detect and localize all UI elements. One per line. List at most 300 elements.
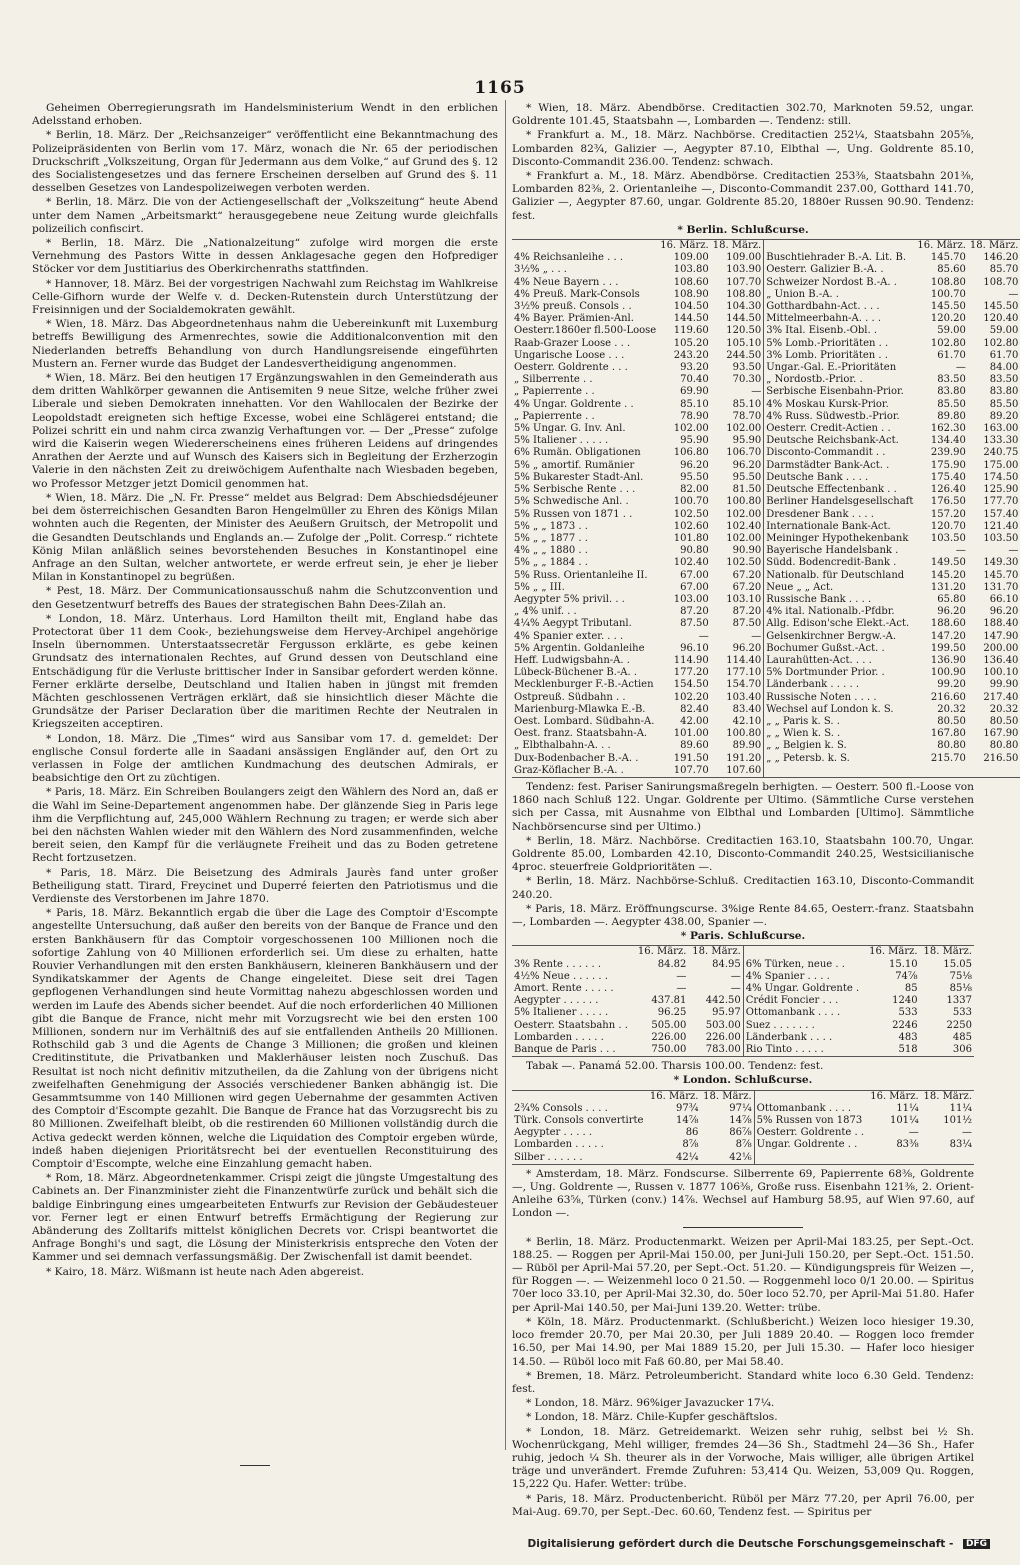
quote-value: 95.90 <box>680 435 709 447</box>
quote-value: 85⅛ <box>949 983 972 995</box>
quote-row <box>512 582 1020 594</box>
quote-value: 188.60 <box>930 618 966 630</box>
quote-value: — <box>908 1127 919 1139</box>
quote-value: — <box>751 630 762 642</box>
security-name: Darmstädter Bank-Act. . <box>764 460 916 472</box>
quote-value: 85.50 <box>989 398 1019 410</box>
date-header-row <box>512 240 1020 253</box>
quote-value: 167.90 <box>983 728 1019 740</box>
quote-value: 20.32 <box>989 703 1019 715</box>
market-report: * Frankfurt a. M., 18. März. Nachbörse. Creditactien 252¼, Staatsbahn 205⅝, Lombarden 82¾, Galizier —, Aegypter 87.10, Elbthal —, Ung. Goldrente 85.10, Disconto-Commandit 236.00. Tendenz: schwach. <box>512 129 974 168</box>
security-name: 5% Lomb.-Prioritäten . . <box>764 338 916 350</box>
quote-value: 84.82 <box>657 958 687 970</box>
column-divider <box>505 100 506 1450</box>
security-name: 5% Serbische Rente . . . <box>514 484 636 496</box>
quote-row <box>512 655 1020 667</box>
quote-row <box>512 1020 974 1032</box>
quote-value: 146.20 <box>983 252 1019 264</box>
quote-value: 102.40 <box>726 520 762 532</box>
quote-value: 102.50 <box>673 508 709 520</box>
quote-value: 188.40 <box>983 618 1019 630</box>
security-name: Oesterr. Staatsbahn . . <box>514 1019 628 1031</box>
security-name: Crédit Foncier . . . <box>743 995 865 1007</box>
quote-value: 83.80 <box>937 386 966 398</box>
security-name: „ „ Wien k. S. . <box>764 728 916 740</box>
quote-value: 216.60 <box>930 691 966 703</box>
quote-value: 215.70 <box>930 752 966 764</box>
quote-value: 95.50 <box>680 471 709 483</box>
quote-value: 102.40 <box>673 557 709 569</box>
quote-value: 8⅞ <box>735 1139 752 1151</box>
quote-value: 100.90 <box>930 667 966 679</box>
security-name: 5% Italiener . . . . . <box>514 1007 609 1019</box>
quote-value: 96.20 <box>732 459 762 471</box>
berlin-close-heading: * Berlin. Schlußcurse. <box>677 223 809 236</box>
quote-value: 96.20 <box>989 606 1019 618</box>
quote-value: 15.05 <box>943 958 972 970</box>
quote-value: 120.40 <box>983 313 1019 325</box>
news-item: * London, 18. März. Die „Times“ wird aus Sansibar vom 17. d. gemeldet: Der englische Consul forderte alle in Saadani ansässigen Engländer auf, den Ort zu verlassen in Folge der amtlichen Kundmachung des deutschen Admirals, er beabsichtige den Ort zu züchtigen. <box>32 732 498 785</box>
news-item: * Wien, 18. März. Bei den heutigen 17 Ergänzungswahlen in den Gemeinderath aus dem dritten Wahlkörper gewannen die Antisemiten 9 neue Sitze, welche früher zwei Liberale und sieben Demokraten innehatten. Vor den Wahllocalen der Bezirke der Leopoldstadt ereigneten sich heftige Excesse, wobei eine Schlägerei entstand; die Polizei schritt ein und nahm circa zwanzig Verhaftungen vor. — Der „Presse“ zufolge wird die Kaiserin wegen Wiedererscheinens eines früheren Leidens auf dringendes Anrathen der Aerzte und auf Wunsch des Kaisers sich in Begleitung der Erzherzogin Valerie in den nächsten Zeit zu dreiwöchigem Aufenthalte nach Wiesbaden begeben, wo Professor Metzger jetzt Domicil genommen hat. <box>32 372 498 490</box>
quote-value: 483 <box>898 1031 918 1043</box>
quote-value: 101.00 <box>673 728 709 740</box>
quote-value: 103.40 <box>726 691 762 703</box>
quote-value: 154.50 <box>673 679 709 691</box>
quote-value: 96.20 <box>937 606 966 618</box>
quote-value: 11¼ <box>896 1102 919 1114</box>
date-label: 16. März. <box>869 946 918 958</box>
quote-value: 89.60 <box>680 740 709 752</box>
quote-value: 96.20 <box>680 459 709 471</box>
security-name: Deutsche Reichsbank-Act. <box>764 435 916 447</box>
paris-close-heading: * Paris. Schlußcurse. <box>680 930 806 943</box>
quote-value: 131.20 <box>930 581 966 593</box>
security-name: Ungar.-Gal. E.-Prioritäten <box>764 362 916 374</box>
quote-value: 108.70 <box>983 276 1019 288</box>
quote-value: 78.90 <box>680 410 709 422</box>
security-name: „ 4% unif. . . <box>514 606 577 618</box>
quote-value: 84.95 <box>712 958 741 970</box>
quote-row <box>512 423 1020 435</box>
quote-value: 107.70 <box>726 276 762 288</box>
quote-value: 108.80 <box>726 288 762 300</box>
quote-value: — <box>962 1127 972 1139</box>
security-name: Oest. Lombard. Südbahn-A. <box>514 715 655 727</box>
security-name: Dux-Bodenbacher B.-A. . <box>514 752 639 764</box>
quote-value: 133.30 <box>983 435 1019 447</box>
end-rule <box>240 1465 270 1466</box>
quote-row <box>512 460 1020 472</box>
quote-value: 99.90 <box>989 679 1019 691</box>
quote-value: 121.40 <box>983 520 1019 532</box>
quote-row <box>512 545 1020 557</box>
quote-value: 83.50 <box>937 374 966 386</box>
date-label: 18. März. <box>969 240 1019 252</box>
quote-value: 11¼ <box>949 1102 972 1114</box>
quote-row <box>512 350 1020 362</box>
quote-row <box>512 472 1020 484</box>
produce-report: * Köln, 18. März. Productenmarkt. (Schlußbericht.) Weizen loco hiesiger 19.30, loco fremder 20.70, per Mai 20.30, per Juli 1889 20.40. — Roggen loco fremder 16.50, per Mai 14.90, per Mai 1889 15.20, per Juli 15.30. — Hafer loco hiesiger 14.50. — Rüböl loco mit Faß 60.80, per Mai 58.40. <box>512 1315 974 1368</box>
security-name: Gotthardbahn-Act. . . . <box>764 301 916 313</box>
quote-row <box>512 338 1020 350</box>
paris-close-note: Tabak —. Panamá 52.00. Tharsis 100.00. Tendenz: fest. <box>526 1060 824 1073</box>
quote-value: 106.70 <box>726 447 762 459</box>
quote-value: 83.40 <box>732 703 762 715</box>
quote-value: 86 <box>685 1127 699 1139</box>
quote-value: 104.50 <box>673 301 709 313</box>
quote-value: — <box>955 545 966 557</box>
quote-value: 108.90 <box>673 288 709 300</box>
quote-row <box>512 765 1020 778</box>
quote-row <box>512 594 1020 606</box>
produce-report: * London, 18. März. Chile-Kupfer geschäftslos. <box>526 1411 778 1424</box>
quote-value: 8⅞ <box>682 1139 699 1151</box>
security-name: 5% „ amortif. Rumänier <box>514 459 635 471</box>
quote-value: 200.00 <box>983 642 1019 654</box>
quote-value: 783.00 <box>705 1044 741 1056</box>
blank-cell <box>764 765 916 778</box>
blank-cell <box>968 765 1020 778</box>
security-name: 5% „ „ III. <box>514 581 565 593</box>
quote-row <box>512 740 1020 752</box>
quote-row <box>512 1032 974 1044</box>
security-name: 5% Dortmunder Prior. . <box>764 667 916 679</box>
quote-value: 102.00 <box>726 423 762 435</box>
quote-value: 61.70 <box>989 349 1019 361</box>
news-item: * Paris, 18. März. Bekanntlich ergab die über die Lage des Comptoir d'Escompte angestellte Untersuchung, daß außer den bereits von der Banque de France und den ersten Bankhäusern für das Comptoir vorgeschossenen 100 Millionen noch die sofortige Zahlung von 40 Millionen erforderlich sei. Um diese zu erhalten, hatte Rouvier Verhandlungen mit den ersten Bankhäusern, kleineren Bankhäusern und der Syndikatskammer der Agents de Change eingeleitet. Diese seit drei Tagen gepflogenen Verhandlungen sind heute Vormittag nahezu abgeschlossen worden und werden im Laufe des Abends sicher beendet. Auf die noch erforderlichen 40 Millionen gibt die Banque de France, nicht mehr mit Vorzugsrecht wie bei den ersten 100 Millionen, sondern nur im Verhältniß des auf sie entfallenden Antheils 20 Millionen. Rothschild gab 3 und die Agents de Change 3 Millionen; die großen und kleinen Creditinstitute, die Privatbanken und Maklerhäuser leisten noch Zuschuß. Das Resultat ist noch nicht definitiv mitzutheilen, da die Zahlung von der übrigens nicht zweifelhaften Genehmigung der Associés verschiedener Banken abhängig ist. Die Gesammtsumme von 140 Millionen wird gegen Uebernahme der gesammten Activen des Comptoir d'Escompte gezahlt. Die Banque de France hat das Vorzugsrecht bis zu 80 Millionen. Zweifelhaft bleibt, ob die restirenden 60 Millionen vollständig durch die Activa gedeckt werden können, welche die Liquidation des Comptoir ergeben würde, indeß haben diejenigen Prioritätsrecht bei der eventuellen Reconstituirung des Comptoir d'Escompte, welche eine Einzahlung gemacht haben. <box>32 907 498 1171</box>
security-name: 4% Spanier exter. . . . <box>514 630 624 642</box>
quote-value: 100.10 <box>983 667 1019 679</box>
market-report: * Wien, 18. März. Abendbörse. Creditactien 302.70, Marknoten 59.52, ungar. Goldrente 101.45, Staatsbahn —, Lombarden —. Tendenz: still. <box>512 102 974 128</box>
quote-value: 14⅞ <box>676 1115 699 1127</box>
quote-value: 87.50 <box>680 618 709 630</box>
quote-row <box>512 753 1020 765</box>
quote-row <box>512 983 974 995</box>
security-name: „ „ Belgien k. S. <box>764 740 916 752</box>
quote-row <box>512 521 1020 533</box>
security-name: Bochumer Gußst.-Act. . <box>764 643 916 655</box>
security-name: Dresdener Bank . . . . <box>764 509 916 521</box>
quote-value: 70.40 <box>680 374 709 386</box>
security-name: Allg. Edison'sche Elekt.-Act. <box>764 618 916 630</box>
security-name: Oesterr.1860er fl.500-Loose <box>514 325 657 337</box>
security-name: Länderbank . . . . <box>743 1032 865 1044</box>
quote-value: 175.90 <box>930 459 966 471</box>
quote-value: 96.25 <box>657 1007 687 1019</box>
quote-value: 533 <box>952 1007 972 1019</box>
quote-row <box>512 325 1020 337</box>
quote-value: 145.50 <box>930 301 966 313</box>
date-label: 16. März. <box>649 1090 699 1102</box>
quote-value: 103.10 <box>726 593 762 605</box>
blank-cell <box>754 1090 867 1103</box>
quote-row <box>512 570 1020 582</box>
quote-value: 216.50 <box>983 752 1019 764</box>
quote-value: 103.90 <box>726 264 762 276</box>
quote-value: 162.30 <box>930 423 966 435</box>
security-name: 4% Ungar. Goldrente . . <box>514 398 634 410</box>
right-column <box>512 102 1019 1518</box>
quote-value: 2246 <box>892 1019 918 1031</box>
quote-value: 226.00 <box>651 1031 687 1043</box>
blank-cell <box>754 1152 867 1165</box>
quote-value: 89.90 <box>732 740 762 752</box>
quote-value: 518 <box>898 1044 918 1056</box>
security-name: Silber . . . . . . <box>514 1151 583 1163</box>
quote-value: 75⅛ <box>949 970 972 982</box>
quote-value: 217.40 <box>983 691 1019 703</box>
quote-value: — <box>751 386 762 398</box>
quote-row <box>512 1044 974 1057</box>
quote-value: 109.00 <box>726 252 762 264</box>
quote-row <box>512 264 1020 276</box>
security-name: 5% „ „ 1873 . . <box>514 520 588 532</box>
quote-value: 131.70 <box>983 581 1019 593</box>
security-name: Mittelmeerbahn-A. . . . <box>764 313 916 325</box>
quote-value: 67.20 <box>732 581 762 593</box>
security-name: „ Union B.-A. . <box>764 289 916 301</box>
quote-value: 145.50 <box>983 301 1019 313</box>
quote-value: 99.20 <box>937 679 966 691</box>
security-name: „ Papierrente . . <box>514 386 595 398</box>
security-name: 2¾% Consols . . . . <box>514 1102 608 1114</box>
security-name: Russische Bank . . . . <box>764 594 916 606</box>
security-name: Deutsche Effectenbank . . <box>764 484 916 496</box>
quote-value: — <box>955 362 966 374</box>
quote-value: — <box>730 983 741 995</box>
quote-value: 244.50 <box>726 349 762 361</box>
security-name: Ottomanbank . . . . <box>743 1007 865 1019</box>
security-name: Serbische Eisenbahn-Prior. <box>764 386 916 398</box>
security-name: „ „ Petersb. k. S. <box>764 753 916 765</box>
quote-value: 85.50 <box>937 398 966 410</box>
news-item: * London, 18. März. Unterhaus. Lord Hamilton theilt mit, England habe das Protectorat über 11 dem Cook-, beziehungsweise dem Hervey-Archipel angehörige Inseln übernommen. Unterstaatssecretär Fergusson erklärte, es gebe keinen Grundsatz des internationalen Rechtes, auf Grund dessen von Deutschland eine Entschädigung für die Verluste brittischer Inder in Sansibar gefordert werden könne. Ferner erklärte derselbe, Deutschland und Italien haben in jüngst mit fremden Mächten geschlossenen Verträgen erklärt, daß sie hinsichtlich dieser Mächte die Grundsätze der Pariser Declaration über die maritimen Rechte der Neutralen in Kriegszeiten acceptiren. <box>32 612 498 731</box>
market-report: * Berlin, 18. März. Nachbörse-Schluß. Creditactien 163.10, Disconto-Commandit 240.20. <box>512 875 974 901</box>
security-name: 5% Ungar. G. Inv. Anl. <box>514 423 626 435</box>
quote-value: 80.80 <box>937 740 966 752</box>
security-name: Oesterr. Credit-Actien . . <box>764 423 916 435</box>
security-name: Bayerische Handelsbank . <box>764 545 916 557</box>
quote-value: 157.40 <box>983 508 1019 520</box>
quote-value: 533 <box>898 1007 918 1019</box>
quote-value: 80.80 <box>989 740 1019 752</box>
security-name: 5% Russen von 1871 . . <box>514 508 633 520</box>
quote-value: 144.50 <box>726 313 762 325</box>
security-name: 4½% Neue . . . . . . <box>514 970 608 982</box>
quote-row <box>512 289 1020 301</box>
quote-value: 87.50 <box>732 618 762 630</box>
quote-row <box>512 1115 974 1127</box>
blank-cell <box>868 1152 921 1165</box>
quote-value: 14⅞ <box>729 1115 752 1127</box>
security-name: „ Papierrente . . <box>514 410 595 422</box>
security-name: Raab-Grazer Loose . . . <box>514 337 631 349</box>
security-name: Marienburg-Mlawka E.-B. <box>514 703 646 715</box>
quote-row <box>512 386 1020 398</box>
quote-row <box>512 692 1020 704</box>
date-label: 18. März. <box>923 946 972 958</box>
security-name: 4% Bayer. Prämien-Anl. <box>514 313 634 325</box>
security-name: Gelsenkirchner Bergw.-A. <box>764 631 916 643</box>
security-name: Graz-Köflacher B.-A. . <box>514 764 624 776</box>
security-name: „ Nordostb.-Prior. . <box>764 374 916 386</box>
news-item: * Wien, 18. März. Die „N. Fr. Presse“ meldet aus Belgrad: Dem Abschiedsdéjeuner bei dem österreichischen Gesandten Baron Hengelmüller zu Ehren des Königs Milan wohnten auch die Regenten, der Minister des Aeußern Gruitsch, der Metropolit und die Gesandten Deutschlands und Englands an.— Zufolge der „Polit. Corresp.“ richtete König Milan anläßlich seines bevorstehenden Besuches in Konstantinopel eine Anfrage an den Sultan, welcher antwortete, er werde erfreut sein, je eher je lieber Milan in Konstantinopel zu begrüßen. <box>32 491 498 584</box>
quote-value: 120.70 <box>930 520 966 532</box>
produce-report: * London, 18. März. Getreidemarkt. Weizen sehr ruhig, selbst bei ½ Sh. Wochenrückgang, Mehl williger, fremdes 24—36 Sh., Stadtmehl 24—36 Sh., Hafer ruhig, jedoch ¼ Sh. theurer als in der Vorwoche, Mais williger, alle übrigen Artikel träge und unverändert. Fremde Zufuhren: 53,414 Qu. Weizen, 53,009 Qu. Roggen, 15,222 Qu. Hafer. Wetter: trübe. <box>512 1425 974 1491</box>
quote-value: 191.20 <box>726 752 762 764</box>
quote-value: 102.00 <box>726 532 762 544</box>
security-name: Ungar. Goldrente . . <box>754 1139 867 1151</box>
quote-value: 42⅙ <box>729 1151 752 1163</box>
quote-value: 239.90 <box>930 447 966 459</box>
quote-value: 503.00 <box>705 1019 741 1031</box>
market-report: * Berlin, 18. März. Nachbörse. Creditactien 163.10, Staatsbahn 100.70, Ungar. Goldrente 85.00, Lombarden 42.10, Disconto-Commandit 240.25, Westsicilianische 4proc. steuerfreie Goldprioritäten —. <box>512 834 974 874</box>
quote-row <box>512 1152 974 1165</box>
quote-row <box>512 1139 974 1151</box>
news-item: * Hannover, 18. März. Bei der vorgestrigen Nachwahl zum Reichstag im Wahlkreise Celle-Gifhorn wurde der Welfe v. d. Decken-Rutenstein durch Unterstützung der Freisinnigen und der Socialdemokraten gewählt. <box>32 277 498 317</box>
security-name: Schweizer Nordost B.-A. . <box>764 277 916 289</box>
quote-value: 59.00 <box>989 325 1019 337</box>
page-number: 1165 <box>474 78 526 98</box>
security-name: Länderbank . . . . . <box>764 679 916 691</box>
security-name: 4¼% Aegypt Tributanl. <box>514 618 632 630</box>
quote-row <box>512 496 1020 508</box>
security-name: Ungarische Loose . . . <box>514 349 625 361</box>
quote-value: 87.20 <box>680 606 709 618</box>
quote-value: 89.80 <box>937 410 966 422</box>
security-name: 5% Bukarester Stadt-Anl. <box>514 471 644 483</box>
quote-value: 80.50 <box>937 715 966 727</box>
quote-value: 100.70 <box>930 288 966 300</box>
quote-row <box>512 484 1020 496</box>
quote-value: 154.70 <box>726 679 762 691</box>
quote-row <box>512 704 1020 716</box>
security-name: Meininger Hypothekenbank <box>764 533 916 545</box>
quote-row <box>512 252 1020 264</box>
blank-cell <box>915 765 968 778</box>
security-name: 3% Lomb. Prioritäten . . <box>764 350 916 362</box>
quote-value: 119.60 <box>673 325 709 337</box>
security-name: Russische Noten . . . . <box>764 692 916 704</box>
paris-close-table <box>512 945 974 1057</box>
news-item: * Berlin, 18. März. Der „Reichsanzeiger“ veröffentlicht eine Bekanntmachung des Polizeipräsidenten von Berlin vom 17. März, wonach die Nr. 65 der periodischen Druckschrift „Volkszeitung, Organ für Jedermann aus dem Volke,“ auf Grund des §. 12 des Socialistengesetzes und das fernere Erscheinen derselben auf Grund des §. 11 desselben Gesetzes von Landespolizeiwegen verboten werden. <box>32 129 498 195</box>
quote-value: 107.60 <box>726 764 762 776</box>
quote-row <box>512 1127 974 1139</box>
quote-value: 485 <box>952 1031 972 1043</box>
quote-value: 69.90 <box>680 386 709 398</box>
security-name: Aegypter . . . . . . <box>514 995 599 1007</box>
quote-value: 306 <box>952 1044 972 1056</box>
quote-value: 243.20 <box>673 349 709 361</box>
quote-value: 437.81 <box>651 995 687 1007</box>
quote-value: 1337 <box>946 995 972 1007</box>
security-name: Wechsel auf London k. S. <box>764 704 916 716</box>
quote-value: 134.40 <box>930 435 966 447</box>
quote-value: 97¾ <box>676 1102 699 1114</box>
quote-value: 67.00 <box>680 581 709 593</box>
quote-value: 102.50 <box>726 557 762 569</box>
quote-value: 120.50 <box>726 325 762 337</box>
quote-value: 82.40 <box>680 703 709 715</box>
quote-row <box>512 995 974 1007</box>
left-column <box>32 102 498 1447</box>
quote-value: 66.10 <box>989 593 1019 605</box>
blank-cell <box>512 240 658 253</box>
quote-row <box>512 362 1020 374</box>
security-name: Heff. Ludwigsbahn-A. . <box>514 654 630 666</box>
security-name: Internationale Bank-Act. <box>764 521 916 533</box>
date-label: 16. März. <box>870 1090 919 1102</box>
quote-value: 83.80 <box>989 386 1019 398</box>
security-name: Lombarden . . . . . <box>514 1031 604 1043</box>
quote-value: 89.20 <box>989 410 1019 422</box>
quote-row <box>512 557 1020 569</box>
dfg-logo: DFG <box>963 1539 990 1549</box>
quote-value: 85.10 <box>680 398 709 410</box>
market-report: * Paris, 18. März. Eröffnungscurse. 3%ige Rente 84.65, Oesterr.-franz. Staatsbahn —, Lombarden —. Aegypter 438.00, Spanier —. <box>512 902 974 928</box>
quote-value: 107.70 <box>673 764 709 776</box>
security-name: Oesterr. Goldrente . . <box>754 1127 867 1139</box>
blank-cell <box>512 946 634 959</box>
berlin-close-table <box>512 239 1020 778</box>
quote-row <box>512 1007 974 1019</box>
quote-value: 85.10 <box>732 398 762 410</box>
quote-value: 103.50 <box>983 532 1019 544</box>
produce-report: * London, 18. März. 96%iger Javazucker 17¼. <box>526 1397 775 1410</box>
security-name: 4% Spanier . . . . <box>743 971 865 983</box>
quote-value: 42¼ <box>676 1151 699 1163</box>
quote-value: 100.70 <box>673 496 709 508</box>
quote-value: — <box>1008 288 1019 300</box>
quote-value: 147.90 <box>983 630 1019 642</box>
quote-value: 102.00 <box>726 508 762 520</box>
quote-value: 20.32 <box>937 703 966 715</box>
quote-row <box>512 679 1020 691</box>
quote-value: 83¼ <box>949 1139 972 1151</box>
quote-value: 108.60 <box>673 276 709 288</box>
security-name: 4% Neue Bayern . . . <box>514 276 619 288</box>
quote-value: 67.00 <box>680 569 709 581</box>
quote-value: 102.20 <box>673 691 709 703</box>
news-item: * Berlin, 18. März. Die „Nationalzeitung“ zufolge wird morgen die erste Vernehmung des Pastors Witte in dessen Anklagesache gegen den Hofprediger Stöcker vor dem Justitiarius des Oberkirchenraths stattfinden. <box>32 237 498 276</box>
quote-value: 95.50 <box>732 471 762 483</box>
security-name: 5% Russ. Orientanleihe II. <box>514 569 648 581</box>
quote-value: 750.00 <box>651 1044 687 1056</box>
blank-cell <box>512 1090 647 1103</box>
date-label: 16. März. <box>917 240 966 252</box>
quote-value: 74⅞ <box>895 970 918 982</box>
quote-value: 80.50 <box>989 715 1019 727</box>
security-name: Rio Tinto . . . . . <box>743 1044 865 1057</box>
quote-value: 226.00 <box>705 1031 741 1043</box>
quote-row <box>512 631 1020 643</box>
blank-cell <box>743 946 865 959</box>
quote-value: 163.00 <box>983 423 1019 435</box>
quote-value: 199.50 <box>930 642 966 654</box>
market-report: * Frankfurt a. M., 18. März. Abendbörse. Creditactien 253⅜, Staatsbahn 201⅜, Lombarden 82⅜, 2. Orientanleihe —, Disconto-Commandit 237.00, Gotthard 141.70, Galizier —, Aegypter 87.60, ungar. Goldrente 85.20, 1880er Russen 90.90. Tendenz: fest. <box>512 170 974 222</box>
quote-value: 105.20 <box>673 337 709 349</box>
quote-value: 70.30 <box>732 374 762 386</box>
quote-value: — <box>698 630 709 642</box>
quote-value: 109.00 <box>673 252 709 264</box>
security-name: „ Elbthalbahn-A. . . <box>514 740 611 752</box>
quote-value: 101¼ <box>889 1115 919 1127</box>
quote-value: 84.00 <box>989 362 1019 374</box>
quote-row <box>512 533 1020 545</box>
news-item: * Berlin, 18. März. Die von der Actiengesellschaft der „Volkszeitung“ heute Abend unter dem Namen „Arbeitsmarkt“ herausgegebene neue Zeitung wurde gleichfalls polizeilich confiscirt. <box>32 196 498 235</box>
quote-value: 103.50 <box>930 532 966 544</box>
security-name: 4% Ungar. Goldrente . <box>743 983 865 995</box>
